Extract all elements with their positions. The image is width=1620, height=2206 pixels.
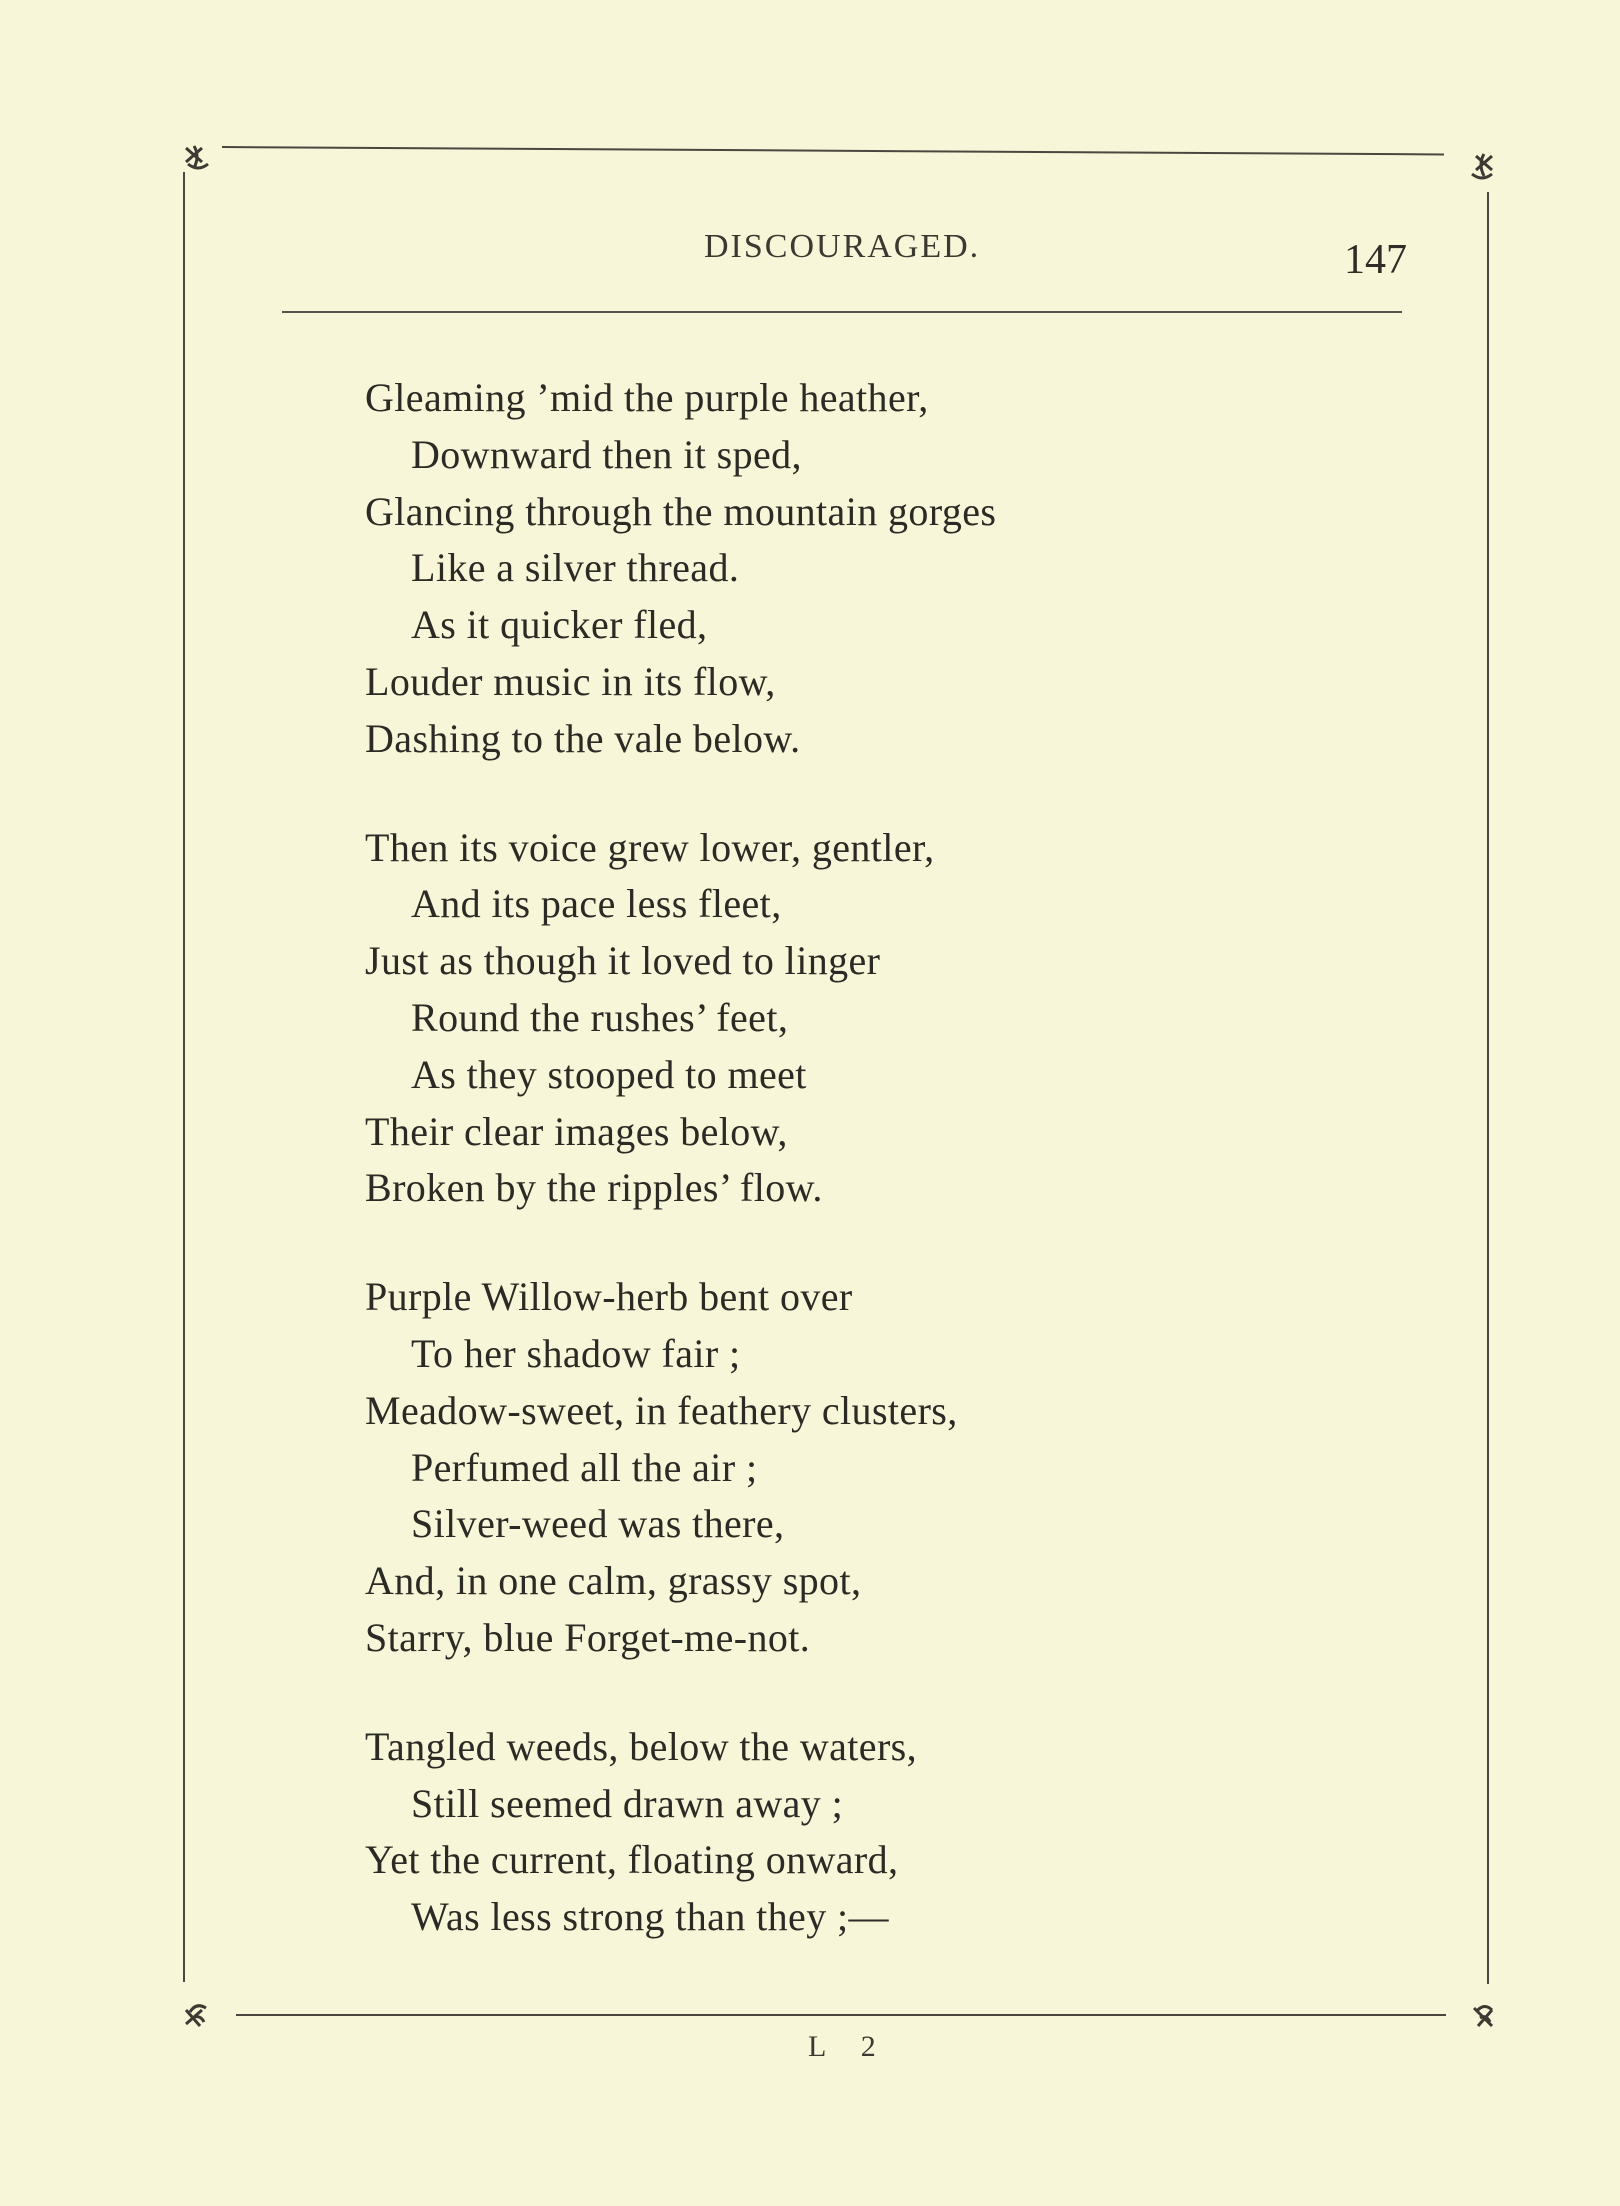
poem-line: As they stooped to meet — [411, 1051, 807, 1097]
poem-line: Dashing to the vale below. — [365, 715, 801, 761]
poem-line: Was less strong than they ;— — [411, 1894, 889, 1940]
stanza — [365, 370, 1415, 768]
head-rule — [282, 311, 1402, 313]
poem-line: Their clear images below, — [365, 1108, 788, 1154]
corner-flourish-icon — [182, 142, 228, 188]
frame-right-rule — [1487, 192, 1489, 1984]
signature-mark: L 2 — [808, 2030, 890, 2063]
poem-body — [365, 370, 1415, 1998]
poem-line: Downward then it sped, — [411, 431, 802, 477]
poem-line: Silver-weed was there, — [411, 1501, 785, 1547]
poem-line: Broken by the ripples’ flow. — [365, 1165, 823, 1211]
poem-line: Meadow-sweet, in feathery clusters, — [365, 1387, 958, 1433]
poem-line: Purple Willow-herb bent over — [365, 1274, 853, 1320]
frame-left-rule — [183, 172, 185, 1982]
poem-line: Starry, blue Forget-me-not. — [365, 1614, 811, 1660]
stanza — [365, 1719, 1415, 1946]
poem-line: Still seemed drawn away ; — [411, 1780, 844, 1826]
corner-flourish-icon — [1452, 1988, 1498, 2034]
stanza — [365, 1269, 1415, 1667]
poem-line: And its pace less fleet, — [411, 881, 782, 927]
poem-line: Gleaming ’mid the purple heather, — [365, 375, 929, 420]
stanza — [365, 820, 1415, 1218]
poem-line: As it quicker fled, — [411, 602, 708, 648]
poem-line: Like a silver thread. — [411, 545, 740, 591]
corner-flourish-icon — [1452, 150, 1498, 196]
poem-line: Louder music in its flow, — [365, 658, 776, 704]
poem-line: Just as though it loved to linger — [365, 938, 881, 984]
frame-bottom-rule — [236, 2014, 1446, 2016]
poem-line: Then its voice grew lower, gentler, — [365, 824, 935, 870]
poem-line: Yet the current, floating onward, — [365, 1837, 899, 1883]
poem-line: Glancing through the mountain gorges — [365, 488, 997, 534]
poem-line: Tangled weeds, below the waters, — [365, 1723, 918, 1769]
poem-line: Perfumed all the air ; — [411, 1444, 758, 1490]
poem-line: And, in one calm, grassy spot, — [365, 1558, 862, 1604]
poem-line: To her shadow fair ; — [411, 1330, 741, 1376]
poem-line: Round the rushes’ feet, — [411, 994, 789, 1040]
page-number: 147 — [1344, 237, 1407, 283]
frame-top-rule — [222, 146, 1444, 155]
running-head-title: DISCOURAGED. — [704, 228, 981, 265]
corner-flourish-icon — [182, 1988, 228, 2034]
